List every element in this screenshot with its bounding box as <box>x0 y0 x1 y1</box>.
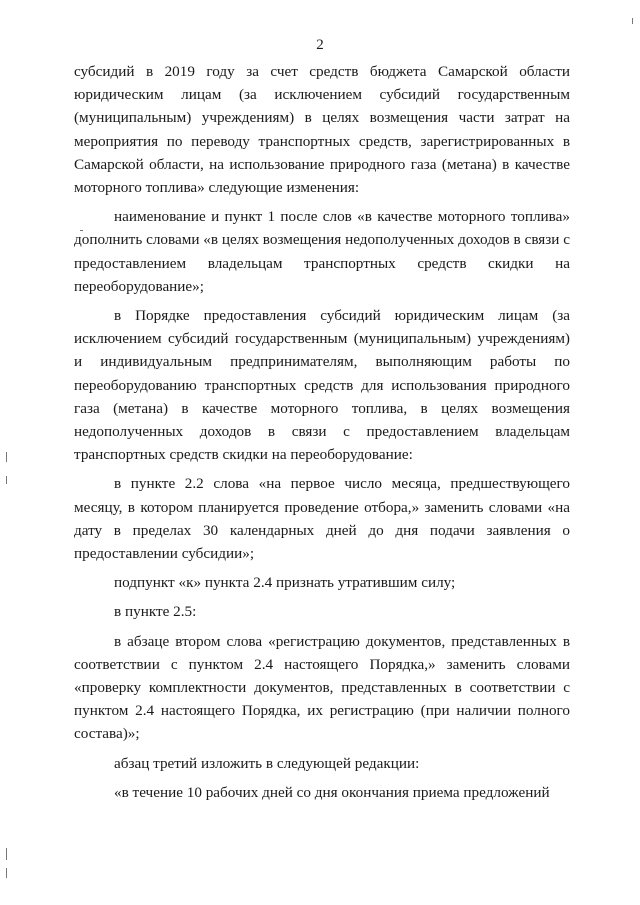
scan-mark <box>6 452 7 462</box>
paragraph: в абзаце втором слова «регистрацию документов, представленных в соответствии с пунктом 2.4 настоящего Порядка,» заменить словами «проверку комплектности документов, представленных в соответствии с пунктом 2.4 настоящего Порядка, их регистрацию (при наличии полного состава)»; <box>74 632 570 743</box>
page-number: 2 <box>316 37 324 53</box>
scan-mark <box>6 848 7 860</box>
scan-mark <box>6 868 7 878</box>
document-body <box>74 60 570 810</box>
paragraph: абзац третий изложить в следующей редакции: <box>114 754 420 772</box>
paragraph: в пункте 2.5: <box>114 603 197 621</box>
paragraph: субсидий в 2019 году за счет средств бюджета Самарской области юридическим лицам (за исключением субсидий государственным (муниципальным) учреждениям) в целях возмещения части затрат на мероприятия по переводу транспортных средств, зарегистрированных в Самарской области, на использование природного газа (метана) в качестве моторного топлива» следующие изменения: <box>74 63 570 197</box>
paragraph: в пункте 2.2 слова «на первое число месяца, предшествующего месяцу, в котором планируется проведение отбора,» заменить словами «на дату в пределах 30 календарных дней до дня подачи заявления о предоставлении субсидии»; <box>74 475 570 563</box>
scan-mark <box>6 476 7 484</box>
paragraph: наименование и пункт 1 после слов «в качестве моторного топлива» дополнить словами «в целях возмещения недополученных доходов в связи с предоставлением владельцам транспортных средств скидки на переоборудование»; <box>74 208 570 295</box>
scan-mark <box>80 230 83 231</box>
paragraph: «в течение 10 рабочих дней со дня окончания приема предложений <box>114 783 550 801</box>
paragraph: в Порядке предоставления субсидий юридическим лицам (за исключением субсидий государственным (муниципальным) учреждениям) и индивидуальным предпринимателям, выполняющим работы по переоборудованию транспортных средств для использования природного газа (метана) в качестве моторного топлива, в целях возмещения недополученных доходов в связи с предоставлением владельцам транспортных средств скидки на переоборудование: <box>74 307 570 464</box>
scan-mark <box>632 18 633 24</box>
paragraph: подпункт «к» пункта 2.4 признать утратившим силу; <box>114 574 456 592</box>
